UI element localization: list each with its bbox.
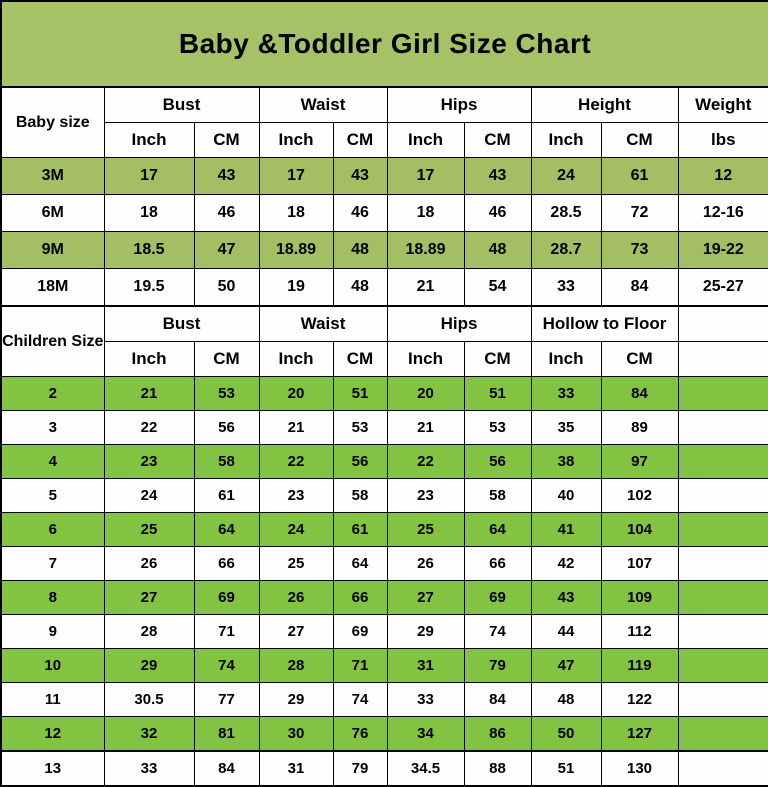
value-cell: 61 (333, 513, 387, 547)
value-cell: 56 (333, 445, 387, 479)
size-cell: 2 (1, 377, 104, 411)
value-cell: 47 (194, 232, 259, 269)
value-cell: 64 (333, 547, 387, 581)
value-cell: 17 (387, 158, 464, 195)
value-cell: 88 (464, 751, 531, 786)
value-cell: 24 (531, 158, 601, 195)
table-row (1, 683, 768, 717)
column-header-weight: Weight (678, 87, 768, 123)
column-header-waist: Waist (259, 306, 387, 342)
value-cell: 81 (194, 717, 259, 752)
value-cell: 56 (194, 411, 259, 445)
baby-rows (1, 158, 768, 307)
value-cell: 18 (259, 195, 333, 232)
value-cell: 42 (531, 547, 601, 581)
value-cell: 34 (387, 717, 464, 752)
subheader-hips-cm: CM (464, 123, 531, 158)
value-cell: 127 (601, 717, 678, 752)
value-cell: 27 (104, 581, 194, 615)
table-row (1, 615, 768, 649)
value-cell: 26 (104, 547, 194, 581)
value-cell: 33 (387, 683, 464, 717)
baby-section-header (1, 87, 768, 158)
value-cell: 31 (259, 751, 333, 786)
value-cell: 18.89 (259, 232, 333, 269)
value-cell: 19 (259, 269, 333, 307)
value-cell: 28 (259, 649, 333, 683)
value-cell: 48 (333, 269, 387, 307)
size-cell: 7 (1, 547, 104, 581)
table-row (1, 649, 768, 683)
column-header-height: Height (531, 87, 678, 123)
empty-cell (678, 513, 768, 547)
title-row (1, 1, 768, 87)
column-header-bust: Bust (104, 306, 259, 342)
table-row (1, 195, 768, 232)
value-cell: 23 (104, 445, 194, 479)
value-cell: 102 (601, 479, 678, 513)
value-cell: 76 (333, 717, 387, 752)
size-cell: 9M (1, 232, 104, 269)
empty-cell (678, 479, 768, 513)
value-cell: 32 (104, 717, 194, 752)
empty-cell (678, 581, 768, 615)
value-cell: 21 (104, 377, 194, 411)
value-cell: 18 (104, 195, 194, 232)
value-cell: 46 (333, 195, 387, 232)
subheader-hips-inch: Inch (387, 342, 464, 377)
value-cell: 21 (387, 269, 464, 307)
value-cell: 69 (464, 581, 531, 615)
subheader-waist-cm: CM (333, 123, 387, 158)
table-row (1, 158, 768, 195)
value-cell: 130 (601, 751, 678, 786)
value-cell: 48 (531, 683, 601, 717)
value-cell: 69 (333, 615, 387, 649)
value-cell: 66 (194, 547, 259, 581)
value-cell: 74 (194, 649, 259, 683)
empty-cell (678, 717, 768, 752)
subheader-hips-inch: Inch (387, 123, 464, 158)
value-cell: 48 (464, 232, 531, 269)
subheader-bust-cm: CM (194, 123, 259, 158)
value-cell: 51 (531, 751, 601, 786)
size-cell: 4 (1, 445, 104, 479)
table-row (1, 513, 768, 547)
value-cell: 31 (387, 649, 464, 683)
value-cell: 19.5 (104, 269, 194, 307)
value-cell: 58 (333, 479, 387, 513)
value-cell: 29 (259, 683, 333, 717)
value-cell: 97 (601, 445, 678, 479)
value-cell: 50 (194, 269, 259, 307)
children-size-corner-label: Children Size (1, 306, 104, 377)
table-row (1, 269, 768, 307)
value-cell: 47 (531, 649, 601, 683)
value-cell: 119 (601, 649, 678, 683)
subheader-waist-cm: CM (333, 342, 387, 377)
subheader-waist-inch: Inch (259, 342, 333, 377)
value-cell: 66 (333, 581, 387, 615)
size-cell: 5 (1, 479, 104, 513)
column-header-hips: Hips (387, 306, 531, 342)
size-cell: 6M (1, 195, 104, 232)
value-cell: 66 (464, 547, 531, 581)
value-cell: 28.5 (531, 195, 601, 232)
value-cell: 23 (387, 479, 464, 513)
value-cell: 50 (531, 717, 601, 752)
value-cell: 24 (259, 513, 333, 547)
size-cell: 18M (1, 269, 104, 307)
subheader-weight-lbs: lbs (678, 123, 768, 158)
empty-cell (678, 683, 768, 717)
value-cell: 74 (333, 683, 387, 717)
empty-header-cell (678, 306, 768, 342)
value-cell: 46 (464, 195, 531, 232)
value-cell: 12 (678, 158, 768, 195)
value-cell: 48 (333, 232, 387, 269)
empty-header-cell (678, 342, 768, 377)
table-row (1, 445, 768, 479)
value-cell: 58 (194, 445, 259, 479)
value-cell: 109 (601, 581, 678, 615)
empty-cell (678, 547, 768, 581)
value-cell: 27 (387, 581, 464, 615)
value-cell: 61 (601, 158, 678, 195)
table-row (1, 547, 768, 581)
value-cell: 12-16 (678, 195, 768, 232)
baby-size-corner-label: Baby size (1, 87, 104, 158)
value-cell: 24 (104, 479, 194, 513)
value-cell: 122 (601, 683, 678, 717)
value-cell: 43 (333, 158, 387, 195)
value-cell: 72 (601, 195, 678, 232)
subheader-height-inch: Inch (531, 123, 601, 158)
value-cell: 27 (259, 615, 333, 649)
value-cell: 25 (259, 547, 333, 581)
value-cell: 43 (464, 158, 531, 195)
value-cell: 43 (194, 158, 259, 195)
value-cell: 43 (531, 581, 601, 615)
value-cell: 38 (531, 445, 601, 479)
value-cell: 53 (333, 411, 387, 445)
subheader-bust-inch: Inch (104, 123, 194, 158)
value-cell: 89 (601, 411, 678, 445)
value-cell: 71 (333, 649, 387, 683)
table-row (1, 232, 768, 269)
size-cell: 11 (1, 683, 104, 717)
value-cell: 77 (194, 683, 259, 717)
value-cell: 112 (601, 615, 678, 649)
value-cell: 33 (531, 377, 601, 411)
children-section-header (1, 306, 768, 377)
subheader-hollow-inch: Inch (531, 342, 601, 377)
size-cell: 10 (1, 649, 104, 683)
value-cell: 41 (531, 513, 601, 547)
value-cell: 19-22 (678, 232, 768, 269)
value-cell: 84 (601, 377, 678, 411)
subheader-hips-cm: CM (464, 342, 531, 377)
value-cell: 84 (464, 683, 531, 717)
value-cell: 22 (387, 445, 464, 479)
value-cell: 30.5 (104, 683, 194, 717)
value-cell: 84 (601, 269, 678, 307)
value-cell: 17 (259, 158, 333, 195)
value-cell: 25 (104, 513, 194, 547)
value-cell: 64 (194, 513, 259, 547)
value-cell: 20 (387, 377, 464, 411)
value-cell: 86 (464, 717, 531, 752)
value-cell: 21 (259, 411, 333, 445)
value-cell: 30 (259, 717, 333, 752)
value-cell: 40 (531, 479, 601, 513)
value-cell: 54 (464, 269, 531, 307)
table-row (1, 751, 768, 786)
value-cell: 61 (194, 479, 259, 513)
value-cell: 25-27 (678, 269, 768, 307)
column-header-hollow-to-floor: Hollow to Floor (531, 306, 678, 342)
value-cell: 18.89 (387, 232, 464, 269)
value-cell: 22 (104, 411, 194, 445)
children-rows (1, 377, 768, 787)
value-cell: 29 (104, 649, 194, 683)
value-cell: 79 (464, 649, 531, 683)
empty-cell (678, 411, 768, 445)
value-cell: 28 (104, 615, 194, 649)
value-cell: 46 (194, 195, 259, 232)
table-row (1, 411, 768, 445)
value-cell: 53 (464, 411, 531, 445)
value-cell: 33 (531, 269, 601, 307)
size-cell: 13 (1, 751, 104, 786)
value-cell: 53 (194, 377, 259, 411)
column-header-waist: Waist (259, 87, 387, 123)
value-cell: 71 (194, 615, 259, 649)
size-cell: 6 (1, 513, 104, 547)
value-cell: 58 (464, 479, 531, 513)
table-row (1, 479, 768, 513)
value-cell: 64 (464, 513, 531, 547)
empty-cell (678, 751, 768, 786)
value-cell: 104 (601, 513, 678, 547)
value-cell: 29 (387, 615, 464, 649)
value-cell: 56 (464, 445, 531, 479)
value-cell: 51 (333, 377, 387, 411)
value-cell: 84 (194, 751, 259, 786)
column-header-hips: Hips (387, 87, 531, 123)
size-cell: 3M (1, 158, 104, 195)
value-cell: 26 (387, 547, 464, 581)
value-cell: 74 (464, 615, 531, 649)
value-cell: 28.7 (531, 232, 601, 269)
size-cell: 9 (1, 615, 104, 649)
value-cell: 18 (387, 195, 464, 232)
value-cell: 34.5 (387, 751, 464, 786)
value-cell: 26 (259, 581, 333, 615)
table-row (1, 377, 768, 411)
empty-cell (678, 615, 768, 649)
value-cell: 25 (387, 513, 464, 547)
subheader-height-cm: CM (601, 123, 678, 158)
value-cell: 33 (104, 751, 194, 786)
value-cell: 44 (531, 615, 601, 649)
empty-cell (678, 445, 768, 479)
table-row (1, 717, 768, 752)
value-cell: 51 (464, 377, 531, 411)
value-cell: 79 (333, 751, 387, 786)
subheader-bust-inch: Inch (104, 342, 194, 377)
empty-cell (678, 377, 768, 411)
value-cell: 35 (531, 411, 601, 445)
value-cell: 107 (601, 547, 678, 581)
size-cell: 3 (1, 411, 104, 445)
subheader-bust-cm: CM (194, 342, 259, 377)
value-cell: 18.5 (104, 232, 194, 269)
value-cell: 69 (194, 581, 259, 615)
empty-cell (678, 649, 768, 683)
page-title: Baby &Toddler Girl Size Chart (1, 1, 768, 87)
size-cell: 12 (1, 717, 104, 752)
column-header-bust: Bust (104, 87, 259, 123)
value-cell: 17 (104, 158, 194, 195)
table-row (1, 581, 768, 615)
value-cell: 22 (259, 445, 333, 479)
size-cell: 8 (1, 581, 104, 615)
value-cell: 73 (601, 232, 678, 269)
value-cell: 20 (259, 377, 333, 411)
subheader-hollow-cm: CM (601, 342, 678, 377)
value-cell: 21 (387, 411, 464, 445)
value-cell: 23 (259, 479, 333, 513)
subheader-waist-inch: Inch (259, 123, 333, 158)
